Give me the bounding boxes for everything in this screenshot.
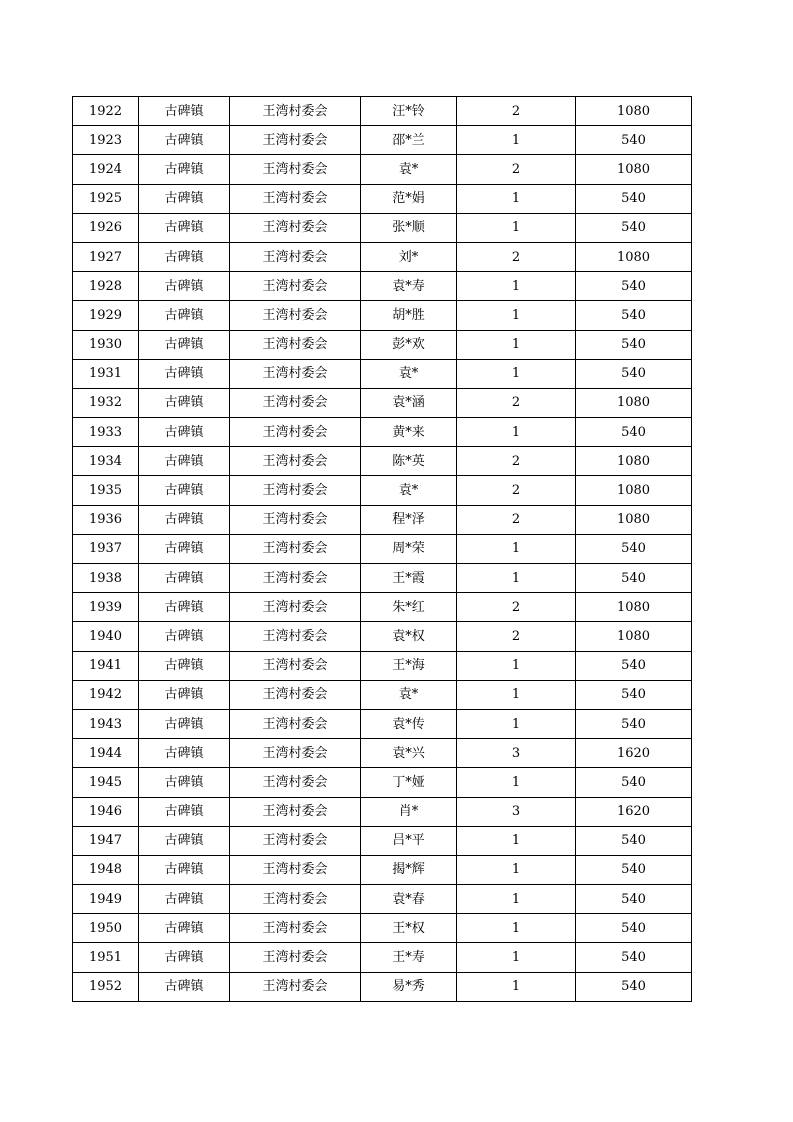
cell-index: 1936 [73, 505, 139, 534]
cell-town: 古碑镇 [139, 213, 230, 242]
cell-amount: 540 [576, 914, 692, 943]
cell-town: 古碑镇 [139, 418, 230, 447]
table-row [73, 768, 692, 797]
cell-name: 袁* [361, 476, 457, 505]
cell-village: 王湾村委会 [230, 651, 361, 680]
table-row [73, 184, 692, 213]
cell-name: 邵*兰 [361, 126, 457, 155]
cell-name: 王*海 [361, 651, 457, 680]
cell-village: 王湾村委会 [230, 534, 361, 563]
cell-name: 彭*欢 [361, 330, 457, 359]
cell-count: 2 [457, 622, 576, 651]
cell-village: 王湾村委会 [230, 418, 361, 447]
cell-amount: 540 [576, 301, 692, 330]
cell-count: 1 [457, 826, 576, 855]
cell-town: 古碑镇 [139, 359, 230, 388]
cell-amount: 540 [576, 213, 692, 242]
cell-town: 古碑镇 [139, 330, 230, 359]
cell-town: 古碑镇 [139, 593, 230, 622]
cell-count: 2 [457, 476, 576, 505]
cell-amount: 540 [576, 272, 692, 301]
cell-count: 1 [457, 943, 576, 972]
cell-name: 陈*英 [361, 447, 457, 476]
cell-count: 2 [457, 97, 576, 126]
table-row [73, 739, 692, 768]
cell-village: 王湾村委会 [230, 826, 361, 855]
cell-town: 古碑镇 [139, 184, 230, 213]
cell-index: 1931 [73, 359, 139, 388]
cell-index: 1946 [73, 797, 139, 826]
cell-village: 王湾村委会 [230, 476, 361, 505]
cell-village: 王湾村委会 [230, 593, 361, 622]
cell-amount: 540 [576, 768, 692, 797]
cell-name: 程*泽 [361, 505, 457, 534]
cell-town: 古碑镇 [139, 97, 230, 126]
cell-index: 1928 [73, 272, 139, 301]
cell-village: 王湾村委会 [230, 272, 361, 301]
table-row [73, 680, 692, 709]
cell-index: 1944 [73, 739, 139, 768]
cell-index: 1938 [73, 564, 139, 593]
cell-village: 王湾村委会 [230, 768, 361, 797]
cell-town: 古碑镇 [139, 972, 230, 1001]
cell-count: 1 [457, 709, 576, 738]
table-row [73, 797, 692, 826]
cell-count: 1 [457, 418, 576, 447]
cell-village: 王湾村委会 [230, 242, 361, 271]
cell-amount: 540 [576, 330, 692, 359]
cell-town: 古碑镇 [139, 885, 230, 914]
cell-name: 周*荣 [361, 534, 457, 563]
cell-village: 王湾村委会 [230, 155, 361, 184]
cell-count: 1 [457, 768, 576, 797]
cell-count: 1 [457, 914, 576, 943]
cell-index: 1929 [73, 301, 139, 330]
table-row [73, 564, 692, 593]
cell-count: 1 [457, 184, 576, 213]
cell-name: 吕*平 [361, 826, 457, 855]
table-row [73, 885, 692, 914]
table-row [73, 593, 692, 622]
cell-name: 袁* [361, 359, 457, 388]
cell-town: 古碑镇 [139, 651, 230, 680]
cell-amount: 1080 [576, 155, 692, 184]
cell-village: 王湾村委会 [230, 359, 361, 388]
cell-village: 王湾村委会 [230, 447, 361, 476]
cell-index: 1945 [73, 768, 139, 797]
cell-count: 1 [457, 855, 576, 884]
cell-count: 3 [457, 797, 576, 826]
cell-index: 1948 [73, 855, 139, 884]
cell-index: 1943 [73, 709, 139, 738]
cell-village: 王湾村委会 [230, 943, 361, 972]
cell-count: 1 [457, 680, 576, 709]
cell-index: 1927 [73, 242, 139, 271]
cell-count: 1 [457, 885, 576, 914]
cell-name: 揭*辉 [361, 855, 457, 884]
cell-village: 王湾村委会 [230, 388, 361, 417]
cell-name: 汪*铃 [361, 97, 457, 126]
cell-amount: 540 [576, 709, 692, 738]
cell-count: 1 [457, 126, 576, 155]
cell-town: 古碑镇 [139, 242, 230, 271]
cell-name: 张*顺 [361, 213, 457, 242]
cell-town: 古碑镇 [139, 680, 230, 709]
cell-village: 王湾村委会 [230, 564, 361, 593]
cell-amount: 540 [576, 943, 692, 972]
table-row [73, 914, 692, 943]
cell-town: 古碑镇 [139, 155, 230, 184]
cell-town: 古碑镇 [139, 447, 230, 476]
table-row [73, 359, 692, 388]
cell-village: 王湾村委会 [230, 739, 361, 768]
cell-name: 袁* [361, 680, 457, 709]
cell-amount: 540 [576, 418, 692, 447]
cell-amount: 1080 [576, 447, 692, 476]
table-row [73, 622, 692, 651]
cell-name: 袁*兴 [361, 739, 457, 768]
cell-town: 古碑镇 [139, 797, 230, 826]
cell-village: 王湾村委会 [230, 680, 361, 709]
cell-name: 王*寿 [361, 943, 457, 972]
cell-name: 刘* [361, 242, 457, 271]
cell-amount: 1080 [576, 593, 692, 622]
cell-town: 古碑镇 [139, 476, 230, 505]
table-row [73, 330, 692, 359]
table-row [73, 213, 692, 242]
table-row [73, 709, 692, 738]
cell-count: 1 [457, 359, 576, 388]
cell-village: 王湾村委会 [230, 505, 361, 534]
table-row [73, 155, 692, 184]
cell-index: 1925 [73, 184, 139, 213]
table-row [73, 301, 692, 330]
cell-count: 2 [457, 505, 576, 534]
cell-index: 1952 [73, 972, 139, 1001]
cell-village: 王湾村委会 [230, 885, 361, 914]
cell-amount: 1080 [576, 622, 692, 651]
cell-town: 古碑镇 [139, 739, 230, 768]
cell-index: 1924 [73, 155, 139, 184]
cell-amount: 540 [576, 885, 692, 914]
cell-village: 王湾村委会 [230, 914, 361, 943]
cell-count: 1 [457, 564, 576, 593]
cell-name: 袁*传 [361, 709, 457, 738]
cell-town: 古碑镇 [139, 126, 230, 155]
cell-count: 1 [457, 213, 576, 242]
cell-count: 2 [457, 242, 576, 271]
table-row [73, 126, 692, 155]
data-table [72, 96, 692, 1002]
table-row [73, 418, 692, 447]
cell-amount: 1080 [576, 97, 692, 126]
cell-town: 古碑镇 [139, 388, 230, 417]
cell-village: 王湾村委会 [230, 330, 361, 359]
table-row [73, 476, 692, 505]
cell-index: 1922 [73, 97, 139, 126]
cell-name: 袁*权 [361, 622, 457, 651]
table-row [73, 826, 692, 855]
cell-town: 古碑镇 [139, 709, 230, 738]
table-row [73, 943, 692, 972]
cell-index: 1932 [73, 388, 139, 417]
cell-town: 古碑镇 [139, 534, 230, 563]
cell-name: 范*娟 [361, 184, 457, 213]
cell-amount: 1080 [576, 476, 692, 505]
table-row [73, 534, 692, 563]
cell-amount: 540 [576, 651, 692, 680]
table-row [73, 855, 692, 884]
cell-amount: 540 [576, 826, 692, 855]
table-row [73, 447, 692, 476]
cell-amount: 540 [576, 680, 692, 709]
cell-village: 王湾村委会 [230, 622, 361, 651]
cell-index: 1942 [73, 680, 139, 709]
cell-village: 王湾村委会 [230, 213, 361, 242]
cell-name: 袁* [361, 155, 457, 184]
cell-village: 王湾村委会 [230, 97, 361, 126]
cell-name: 袁*涵 [361, 388, 457, 417]
cell-count: 3 [457, 739, 576, 768]
cell-index: 1951 [73, 943, 139, 972]
cell-town: 古碑镇 [139, 505, 230, 534]
cell-town: 古碑镇 [139, 855, 230, 884]
cell-index: 1949 [73, 885, 139, 914]
cell-village: 王湾村委会 [230, 184, 361, 213]
table-row [73, 242, 692, 271]
cell-town: 古碑镇 [139, 768, 230, 797]
cell-village: 王湾村委会 [230, 855, 361, 884]
cell-amount: 540 [576, 855, 692, 884]
cell-town: 古碑镇 [139, 914, 230, 943]
cell-village: 王湾村委会 [230, 301, 361, 330]
cell-name: 黄*来 [361, 418, 457, 447]
cell-amount: 540 [576, 534, 692, 563]
cell-index: 1937 [73, 534, 139, 563]
cell-amount: 540 [576, 972, 692, 1001]
cell-count: 2 [457, 155, 576, 184]
cell-count: 1 [457, 272, 576, 301]
cell-count: 1 [457, 301, 576, 330]
cell-count: 1 [457, 972, 576, 1001]
cell-town: 古碑镇 [139, 943, 230, 972]
table-row [73, 505, 692, 534]
cell-name: 胡*胜 [361, 301, 457, 330]
table-row [73, 651, 692, 680]
cell-town: 古碑镇 [139, 622, 230, 651]
cell-name: 袁*春 [361, 885, 457, 914]
table-row [73, 972, 692, 1001]
cell-town: 古碑镇 [139, 272, 230, 301]
table-row [73, 97, 692, 126]
cell-name: 朱*红 [361, 593, 457, 622]
cell-town: 古碑镇 [139, 826, 230, 855]
cell-amount: 1080 [576, 388, 692, 417]
cell-index: 1940 [73, 622, 139, 651]
cell-name: 丁*娅 [361, 768, 457, 797]
cell-town: 古碑镇 [139, 301, 230, 330]
cell-name: 易*秀 [361, 972, 457, 1001]
cell-amount: 1080 [576, 242, 692, 271]
cell-index: 1926 [73, 213, 139, 242]
cell-index: 1939 [73, 593, 139, 622]
cell-village: 王湾村委会 [230, 797, 361, 826]
cell-amount: 1620 [576, 797, 692, 826]
cell-amount: 540 [576, 359, 692, 388]
cell-index: 1935 [73, 476, 139, 505]
cell-count: 2 [457, 593, 576, 622]
cell-village: 王湾村委会 [230, 126, 361, 155]
cell-village: 王湾村委会 [230, 709, 361, 738]
cell-index: 1934 [73, 447, 139, 476]
cell-amount: 540 [576, 126, 692, 155]
cell-count: 1 [457, 651, 576, 680]
cell-name: 王*权 [361, 914, 457, 943]
table-row [73, 388, 692, 417]
cell-index: 1947 [73, 826, 139, 855]
table-body [73, 97, 692, 1002]
cell-town: 古碑镇 [139, 564, 230, 593]
cell-amount: 1620 [576, 739, 692, 768]
cell-count: 2 [457, 388, 576, 417]
cell-name: 王*霞 [361, 564, 457, 593]
cell-count: 1 [457, 534, 576, 563]
cell-name: 袁*寿 [361, 272, 457, 301]
cell-count: 1 [457, 330, 576, 359]
cell-name: 肖* [361, 797, 457, 826]
cell-index: 1941 [73, 651, 139, 680]
cell-index: 1930 [73, 330, 139, 359]
cell-amount: 1080 [576, 505, 692, 534]
cell-amount: 540 [576, 184, 692, 213]
cell-index: 1950 [73, 914, 139, 943]
table-row [73, 272, 692, 301]
cell-count: 2 [457, 447, 576, 476]
cell-index: 1933 [73, 418, 139, 447]
cell-index: 1923 [73, 126, 139, 155]
cell-village: 王湾村委会 [230, 972, 361, 1001]
cell-amount: 540 [576, 564, 692, 593]
